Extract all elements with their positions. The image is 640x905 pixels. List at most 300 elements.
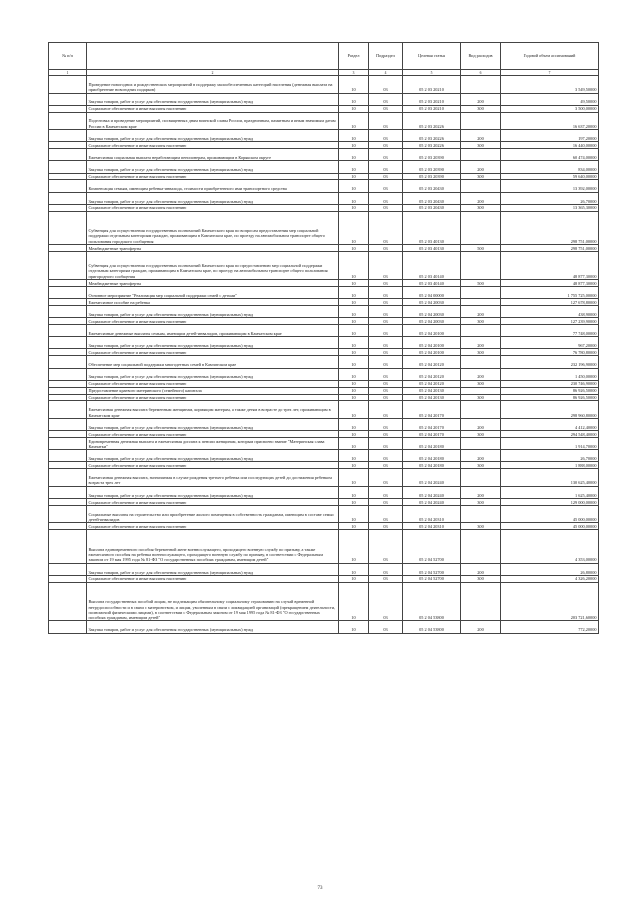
row-subsection-cell: 03 — [369, 161, 403, 173]
row-target-cell: 05 2 04 20180 — [403, 450, 461, 462]
row-name-cell: Подготовка и проведение мероприятий, посвященных дням воинской славы России, праздничным, памятным и иным значимым датам России в Камчатском крае — [87, 112, 339, 130]
row-num-cell — [49, 105, 87, 112]
row-name-cell: Социальное обеспечение и иные выплаты населению — [87, 204, 339, 211]
row-amount-cell: 45 000,00000 — [501, 523, 599, 530]
row-num-cell — [49, 251, 87, 279]
table-row — [49, 401, 599, 419]
table-row — [49, 505, 599, 523]
row-target-cell: 05 2 04 20130 — [403, 387, 461, 394]
table-row — [49, 582, 599, 621]
row-type-cell — [461, 325, 501, 337]
row-target-cell: 05 2 04 20100 — [403, 349, 461, 356]
row-target-cell: 05 2 03 20210 — [403, 76, 461, 94]
row-num-cell — [49, 387, 87, 394]
row-amount-cell: 1 450,00000 — [501, 368, 599, 380]
row-name-cell: Социальное обеспечение и иные выплаты населению — [87, 380, 339, 387]
row-amount-cell: 86 926,50000 — [501, 387, 599, 394]
row-target-cell: 05 2 03 20390 — [403, 173, 461, 180]
table-row — [49, 498, 599, 505]
row-name-cell: Основное мероприятие "Реализация мер социальной поддержки семей с детьми" — [87, 286, 339, 298]
row-section-cell: 10 — [339, 204, 369, 211]
row-section-cell: 10 — [339, 180, 369, 192]
row-amount-cell: 4 353,00000 — [501, 530, 599, 563]
row-target-cell: 05 2 03 20210 — [403, 105, 461, 112]
row-num-cell — [49, 245, 87, 252]
table-row — [49, 337, 599, 349]
row-subsection-cell: 03 — [369, 438, 403, 450]
row-target-cell: 05 2 04 52700 — [403, 575, 461, 582]
index-cell: 2 — [87, 70, 339, 76]
row-type-cell: 200 — [461, 337, 501, 349]
row-section-cell: 10 — [339, 337, 369, 349]
row-target-cell: 05 2 03 20430 — [403, 204, 461, 211]
row-subsection-cell: 03 — [369, 105, 403, 112]
row-amount-cell: 197,20000 — [501, 130, 599, 142]
row-target-cell: 05 2 04 53800 — [403, 582, 461, 621]
row-num-cell — [49, 180, 87, 192]
table-row — [49, 356, 599, 368]
table-row — [49, 173, 599, 180]
row-amount-cell: 127 239,90000 — [501, 318, 599, 325]
row-section-cell: 10 — [339, 286, 369, 298]
row-subsection-cell: 03 — [369, 299, 403, 306]
table-row — [49, 318, 599, 325]
row-subsection-cell: 03 — [369, 130, 403, 142]
row-amount-cell: 967,20000 — [501, 337, 599, 349]
row-name-cell: Закупка товаров, работ и услуг для обеспечения государственных (муниципальных) нужд — [87, 130, 339, 142]
row-section-cell: 10 — [339, 450, 369, 462]
budget-page — [48, 42, 598, 634]
row-amount-cell: 48 877,30000 — [501, 251, 599, 279]
row-type-cell: 200 — [461, 93, 501, 105]
row-type-cell: 300 — [461, 575, 501, 582]
index-cell: 6 — [461, 70, 501, 76]
row-type-cell: 200 — [461, 563, 501, 575]
row-amount-cell: 127 678,80000 — [501, 299, 599, 306]
row-target-cell: 05 2 03 40140 — [403, 280, 461, 287]
row-amount-cell: 298 960,80000 — [501, 401, 599, 419]
table-row — [49, 112, 599, 130]
row-type-cell — [461, 211, 501, 244]
row-section-cell: 10 — [339, 211, 369, 244]
row-section-cell: 10 — [339, 394, 369, 401]
row-type-cell: 300 — [461, 173, 501, 180]
row-target-cell: 05 2 04 20170 — [403, 418, 461, 430]
row-type-cell — [461, 401, 501, 419]
row-amount-cell: 76 780,80000 — [501, 349, 599, 356]
row-subsection-cell: 03 — [369, 450, 403, 462]
table-row — [49, 161, 599, 173]
row-target-cell: 05 2 04 20180 — [403, 462, 461, 469]
row-subsection-cell: 03 — [369, 204, 403, 211]
row-amount-cell: 4 326,20000 — [501, 575, 599, 582]
row-num-cell — [49, 349, 87, 356]
row-section-cell: 10 — [339, 621, 369, 633]
row-subsection-cell: 03 — [369, 505, 403, 523]
row-section-cell: 10 — [339, 325, 369, 337]
row-num-cell — [49, 394, 87, 401]
row-target-cell: 05 2 03 40130 — [403, 245, 461, 252]
row-amount-cell: 298 751,00000 — [501, 245, 599, 252]
header-target: Целевая статья — [403, 43, 461, 70]
row-subsection-cell: 03 — [369, 325, 403, 337]
row-amount-cell: 130 625,40000 — [501, 469, 599, 487]
budget-table — [48, 42, 599, 634]
row-type-cell — [461, 180, 501, 192]
row-target-cell: 05 2 03 20226 — [403, 130, 461, 142]
row-num-cell — [49, 368, 87, 380]
row-name-cell: Межбюджетные трансферты — [87, 280, 339, 287]
row-amount-cell: 59 640,00000 — [501, 173, 599, 180]
row-subsection-cell: 03 — [369, 318, 403, 325]
row-amount-cell: 13 392,00000 — [501, 180, 599, 192]
row-section-cell: 10 — [339, 356, 369, 368]
row-target-cell: 05 2 03 20430 — [403, 180, 461, 192]
row-section-cell: 10 — [339, 245, 369, 252]
page-number: 73 — [317, 886, 323, 891]
row-target-cell: 05 2 04 20240 — [403, 498, 461, 505]
row-section-cell: 10 — [339, 112, 369, 130]
table-row — [49, 486, 599, 498]
row-target-cell: 05 2 04 20130 — [403, 394, 461, 401]
row-amount-cell: 86 926,50000 — [501, 394, 599, 401]
row-name-cell: Обеспечение мер социальной поддержки многодетных семей в Камчатском крае — [87, 356, 339, 368]
row-type-cell: 200 — [461, 192, 501, 204]
row-section-cell: 10 — [339, 563, 369, 575]
row-name-cell: Ежемесячная социальная выплата неработающим пенсионерам, проживающим в Корякском округе — [87, 149, 339, 161]
row-subsection-cell: 03 — [369, 245, 403, 252]
row-name-cell: Ежемесячные денежные выплаты семьям, имеющим детей-инвалидов, проживающим в Камчатском крае — [87, 325, 339, 337]
row-section-cell: 10 — [339, 93, 369, 105]
row-amount-cell: 48 877,30000 — [501, 280, 599, 287]
row-amount-cell: 13 365,30000 — [501, 204, 599, 211]
row-num-cell — [49, 438, 87, 450]
row-amount-cell: 77 748,00000 — [501, 325, 599, 337]
row-name-cell: Закупка товаров, работ и услуг для обеспечения государственных (муниципальных) нужд — [87, 161, 339, 173]
row-num-cell — [49, 582, 87, 621]
row-subsection-cell: 03 — [369, 380, 403, 387]
row-amount-cell: 16 637,20000 — [501, 112, 599, 130]
row-subsection-cell: 03 — [369, 462, 403, 469]
row-type-cell: 200 — [461, 418, 501, 430]
header-num: № п/п — [49, 43, 87, 70]
row-amount-cell: 438,90000 — [501, 306, 599, 318]
row-type-cell: 300 — [461, 431, 501, 438]
row-subsection-cell: 03 — [369, 621, 403, 633]
row-target-cell: 05 2 04 20100 — [403, 337, 461, 349]
row-name-cell: Ежемесячное пособие на ребенка — [87, 299, 339, 306]
row-target-cell: 05 2 04 20030 — [403, 318, 461, 325]
row-target-cell: 05 2 04 20120 — [403, 368, 461, 380]
row-name-cell: Субвенция для осуществления государственных полномочий Камчатского края по предоставлению мер социальной поддержки отдельным категориям граждан, проживающим в Камчатском крае, по проезду на автомобильном транспорте общего пользования пригородного сообщения — [87, 251, 339, 279]
index-cell: 4 — [369, 70, 403, 76]
row-type-cell — [461, 251, 501, 279]
row-target-cell: 05 2 04 20030 — [403, 306, 461, 318]
row-name-cell: Социальное обеспечение и иные выплаты населению — [87, 431, 339, 438]
row-num-cell — [49, 563, 87, 575]
row-type-cell — [461, 76, 501, 94]
header-amount: Годовой объем ассигнований — [501, 43, 599, 70]
row-num-cell — [49, 380, 87, 387]
row-amount-cell: 1 625,40000 — [501, 486, 599, 498]
row-subsection-cell: 03 — [369, 251, 403, 279]
row-type-cell — [461, 582, 501, 621]
row-name-cell: Социальное обеспечение и иные выплаты населению — [87, 349, 339, 356]
row-subsection-cell: 03 — [369, 563, 403, 575]
row-type-cell: 500 — [461, 245, 501, 252]
row-name-cell: Предоставление краевого материнского (семейного) капитала — [87, 387, 339, 394]
row-target-cell: 05 2 04 20310 — [403, 505, 461, 523]
row-num-cell — [49, 450, 87, 462]
row-section-cell: 10 — [339, 142, 369, 149]
header-exp-type: Вид расходов — [461, 43, 501, 70]
row-num-cell — [49, 523, 87, 530]
table-row — [49, 349, 599, 356]
row-num-cell — [49, 462, 87, 469]
row-num-cell — [49, 173, 87, 180]
row-name-cell: Социальные выплаты на строительство или приобретение жилого помещения в собственность гражданам, имеющим в составе семьи детей-инвалидов — [87, 505, 339, 523]
row-type-cell — [461, 356, 501, 368]
table-row — [49, 280, 599, 287]
table-row — [49, 251, 599, 279]
row-type-cell: 200 — [461, 161, 501, 173]
table-row — [49, 192, 599, 204]
row-subsection-cell: 03 — [369, 173, 403, 180]
header-section: Раздел — [339, 43, 369, 70]
row-num-cell — [49, 505, 87, 523]
table-row — [49, 93, 599, 105]
row-type-cell: 300 — [461, 394, 501, 401]
row-subsection-cell: 03 — [369, 486, 403, 498]
row-target-cell: 05 2 04 20030 — [403, 299, 461, 306]
row-num-cell — [49, 575, 87, 582]
row-type-cell — [461, 505, 501, 523]
row-num-cell — [49, 130, 87, 142]
row-target-cell: 05 2 04 20240 — [403, 486, 461, 498]
row-amount-cell: 60 474,00000 — [501, 149, 599, 161]
row-section-cell: 10 — [339, 306, 369, 318]
row-type-cell — [461, 530, 501, 563]
row-amount-cell: 834,00000 — [501, 161, 599, 173]
table-row — [49, 431, 599, 438]
row-name-cell: Социальное обеспечение и иные выплаты населению — [87, 105, 339, 112]
row-num-cell — [49, 621, 87, 633]
table-row — [49, 245, 599, 252]
index-cell: 5 — [403, 70, 461, 76]
row-amount-cell: 203 721,60000 — [501, 582, 599, 621]
table-row — [49, 130, 599, 142]
row-name-cell: Социальное обеспечение и иные выплаты населению — [87, 498, 339, 505]
row-name-cell: Закупка товаров, работ и услуг для обеспечения государственных (муниципальных) нужд — [87, 563, 339, 575]
row-type-cell: 300 — [461, 462, 501, 469]
row-type-cell — [461, 299, 501, 306]
row-name-cell: Социальное обеспечение и иные выплаты населению — [87, 462, 339, 469]
row-name-cell: Закупка товаров, работ и услуг для обеспечения государственных (муниципальных) нужд — [87, 306, 339, 318]
table-row — [49, 418, 599, 430]
row-num-cell — [49, 306, 87, 318]
row-section-cell: 10 — [339, 161, 369, 173]
row-name-cell: Ежемесячная денежная выплата беременным женщинам, кормящим матерям, а также детям в возрасте до трех лет, проживающим в Камчатском крае — [87, 401, 339, 419]
row-type-cell — [461, 438, 501, 450]
row-section-cell: 10 — [339, 486, 369, 498]
table-row — [49, 286, 599, 298]
row-amount-cell: 298 751,00000 — [501, 211, 599, 244]
row-name-cell: Единовременная денежная выплата и ежемесячная доплата к пенсии женщинам, которым присвоено звание "Материнская слава Камчатки" — [87, 438, 339, 450]
table-row — [49, 438, 599, 450]
index-cell: 7 — [501, 70, 599, 76]
row-name-cell: Социальное обеспечение и иные выплаты населению — [87, 173, 339, 180]
row-target-cell: 05 2 03 20210 — [403, 93, 461, 105]
row-num-cell — [49, 486, 87, 498]
row-name-cell: Социальное обеспечение и иные выплаты населению — [87, 142, 339, 149]
table-row — [49, 76, 599, 94]
row-target-cell: 05 2 04 52700 — [403, 563, 461, 575]
row-section-cell: 10 — [339, 318, 369, 325]
row-name-cell: Выплата единовременного пособия беременной жене военнослужащего, проходящего военную службу по призыву, а также ежемесячного пособия на ребенка военнослужащего, проходящего военную службу по призыву, в соответствии с Федеральным законом от 19 мая 1995 года № 81-ФЗ "О государственных пособиях гражданам, имеющим детей" — [87, 530, 339, 563]
row-amount-cell: 230 746,90000 — [501, 380, 599, 387]
row-amount-cell: 129 000,00000 — [501, 498, 599, 505]
row-num-cell — [49, 469, 87, 487]
row-target-cell: 05 2 03 20430 — [403, 192, 461, 204]
table-row — [49, 394, 599, 401]
row-num-cell — [49, 299, 87, 306]
row-amount-cell: 294 548,40000 — [501, 431, 599, 438]
row-num-cell — [49, 498, 87, 505]
row-section-cell: 10 — [339, 380, 369, 387]
row-type-cell: 200 — [461, 306, 501, 318]
row-target-cell: 05 2 04 20100 — [403, 325, 461, 337]
row-num-cell — [49, 530, 87, 563]
row-name-cell: Закупка товаров, работ и услуг для обеспечения государственных (муниципальных) нужд — [87, 368, 339, 380]
row-target-cell: 05 2 03 20226 — [403, 142, 461, 149]
row-subsection-cell: 03 — [369, 142, 403, 149]
row-num-cell — [49, 431, 87, 438]
row-num-cell — [49, 356, 87, 368]
header-subsection: Подраздел — [369, 43, 403, 70]
row-type-cell: 200 — [461, 450, 501, 462]
row-subsection-cell: 03 — [369, 93, 403, 105]
row-section-cell: 10 — [339, 462, 369, 469]
row-subsection-cell: 03 — [369, 349, 403, 356]
row-target-cell: 05 2 04 52700 — [403, 530, 461, 563]
row-name-cell: Закупка товаров, работ и услуг для обеспечения государственных (муниципальных) нужд — [87, 192, 339, 204]
row-section-cell: 10 — [339, 105, 369, 112]
row-name-cell: Ежемесячная денежная выплата, назначаемая в случае рождения третьего ребенка или последующих детей до достижения ребенком возраста трех лет — [87, 469, 339, 487]
row-name-cell: Закупка товаров, работ и услуг для обеспечения государственных (муниципальных) нужд — [87, 337, 339, 349]
row-subsection-cell: 03 — [369, 523, 403, 530]
row-name-cell: Выплата государственных пособий лицам, не подлежащим обязательному социальному страхованию на случай временной нетрудоспособности и в связи с материнством, и лицам, уволенным в связи с ликвидацией организаций (прекращением деятельности, полномочий физическими лицами), в соответствии с Федеральным законом от 19 мая 1995 года № 81-ФЗ "О государственных пособиях гражданам, имеющим детей" — [87, 582, 339, 621]
row-type-cell: 300 — [461, 318, 501, 325]
row-num-cell — [49, 318, 87, 325]
row-subsection-cell: 03 — [369, 112, 403, 130]
row-subsection-cell: 03 — [369, 368, 403, 380]
row-amount-cell: 232 196,90000 — [501, 356, 599, 368]
header-name — [87, 43, 339, 70]
row-num-cell — [49, 211, 87, 244]
row-num-cell — [49, 337, 87, 349]
row-amount-cell: 26,80000 — [501, 563, 599, 575]
table-row — [49, 380, 599, 387]
row-section-cell: 10 — [339, 368, 369, 380]
row-section-cell: 10 — [339, 498, 369, 505]
row-section-cell: 10 — [339, 401, 369, 419]
row-subsection-cell: 03 — [369, 431, 403, 438]
row-target-cell: 05 2 03 20390 — [403, 161, 461, 173]
table-row — [49, 523, 599, 530]
row-name-cell: Закупка товаров, работ и услуг для обеспечения государственных (муниципальных) нужд — [87, 486, 339, 498]
table-row — [49, 387, 599, 394]
row-type-cell: 200 — [461, 130, 501, 142]
row-amount-cell: 1 914,70000 — [501, 438, 599, 450]
row-target-cell: 05 2 04 20310 — [403, 523, 461, 530]
table-row — [49, 149, 599, 161]
row-section-cell: 10 — [339, 418, 369, 430]
row-section-cell: 10 — [339, 505, 369, 523]
row-target-cell: 05 2 04 53800 — [403, 621, 461, 633]
row-amount-cell: 4 412,40000 — [501, 418, 599, 430]
row-subsection-cell: 03 — [369, 387, 403, 394]
row-target-cell: 05 2 03 40130 — [403, 211, 461, 244]
row-target-cell: 05 2 04 00000 — [403, 286, 461, 298]
row-amount-cell: 45 000,00000 — [501, 505, 599, 523]
row-num-cell — [49, 325, 87, 337]
row-num-cell — [49, 161, 87, 173]
row-subsection-cell: 03 — [369, 149, 403, 161]
row-type-cell: 300 — [461, 142, 501, 149]
row-target-cell: 05 2 04 20120 — [403, 356, 461, 368]
row-type-cell: 200 — [461, 486, 501, 498]
index-cell: 3 — [339, 70, 369, 76]
row-subsection-cell: 03 — [369, 356, 403, 368]
row-section-cell: 10 — [339, 280, 369, 287]
row-section-cell: 10 — [339, 431, 369, 438]
row-name-cell: Компенсация семьям, имеющим ребенка-инвалида, стоимости приобретенного ими транспортного средства — [87, 180, 339, 192]
row-section-cell: 10 — [339, 76, 369, 94]
table-row — [49, 462, 599, 469]
row-section-cell: 10 — [339, 251, 369, 279]
table-row — [49, 299, 599, 306]
row-subsection-cell: 03 — [369, 280, 403, 287]
table-row — [49, 142, 599, 149]
row-type-cell: 500 — [461, 280, 501, 287]
row-subsection-cell: 03 — [369, 76, 403, 94]
row-target-cell: 05 2 03 40140 — [403, 251, 461, 279]
index-cell: 1 — [49, 70, 87, 76]
row-type-cell — [461, 387, 501, 394]
row-subsection-cell: 03 — [369, 192, 403, 204]
row-section-cell: 10 — [339, 469, 369, 487]
row-subsection-cell: 03 — [369, 418, 403, 430]
row-type-cell: 300 — [461, 349, 501, 356]
row-subsection-cell: 03 — [369, 469, 403, 487]
row-amount-cell: 1 755 725,00000 — [501, 286, 599, 298]
row-subsection-cell: 03 — [369, 582, 403, 621]
table-row — [49, 450, 599, 462]
row-type-cell — [461, 286, 501, 298]
row-subsection-cell: 03 — [369, 286, 403, 298]
row-name-cell: Социальное обеспечение и иные выплаты населению — [87, 318, 339, 325]
row-amount-cell: 26,70000 — [501, 192, 599, 204]
row-subsection-cell: 03 — [369, 180, 403, 192]
row-section-cell: 10 — [339, 173, 369, 180]
row-num-cell — [49, 418, 87, 430]
row-section-cell: 10 — [339, 523, 369, 530]
row-target-cell: 05 2 03 20390 — [403, 149, 461, 161]
row-subsection-cell: 03 — [369, 575, 403, 582]
row-section-cell: 10 — [339, 192, 369, 204]
row-amount-cell: 26,70000 — [501, 450, 599, 462]
row-amount-cell: 49,50000 — [501, 93, 599, 105]
